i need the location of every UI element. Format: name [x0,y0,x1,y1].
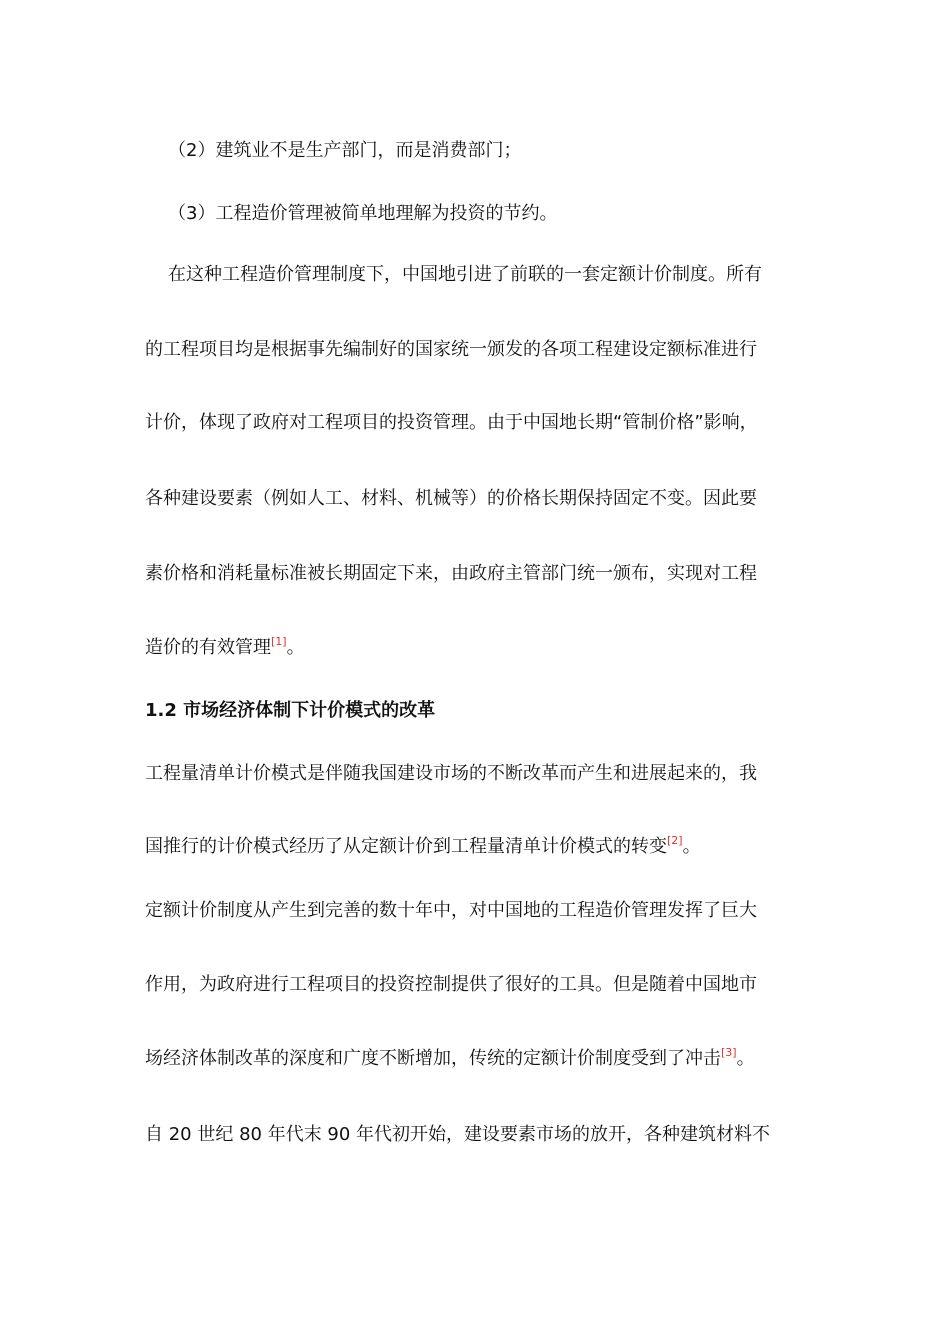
citation-link-1[interactable]: [1] [271,635,287,648]
citation-link-3[interactable]: [3] [721,1046,737,1059]
paragraph-line [145,1047,755,1071]
citation-link-2[interactable]: [2] [667,834,683,847]
paragraph-line [145,636,305,660]
paragraph-line: 各种建设要素（例如人工、材料、机械等）的价格长期保持固定不变。因此要 [145,488,757,509]
paragraph-text: 国推行的计价模式经历了从定额计价到工程量清单计价模式的转变 [145,836,667,857]
paragraph-line [145,835,701,859]
paragraph-line: 自 20 世纪 80 年代末 90 年代初开始，建设要素市场的放开，各种建筑材料不 [145,1124,771,1145]
paragraph-text: 场经济体制改革的深度和广度不断增加，传统的定额计价制度受到了冲击 [145,1048,721,1069]
paragraph-punct: 。 [286,637,305,658]
paragraph-line: 素价格和消耗量标准被长期固定下来，由政府主管部门统一颁布，实现对工程 [145,563,757,584]
paragraph-text: 造价的有效管理 [145,637,271,658]
list-item-3: （3）工程造价管理被简单地理解为投资的节约。 [168,203,558,224]
paragraph-line: 作用，为政府进行工程项目的投资控制提供了很好的工具。但是随着中国地市 [145,974,757,995]
section-heading: 1.2 市场经济体制下计价模式的改革 [145,700,436,721]
paragraph-line: 计价，体现了政府对工程项目的投资管理。由于中国地长期“管制价格”影响， [145,412,758,433]
paragraph-punct: 。 [736,1048,755,1069]
paragraph-line: 在这种工程造价管理制度下，中国地引进了前联的一套定额计价制度。所有 [168,264,762,285]
list-item-2: （2）建筑业不是生产部门，而是消费部门； [168,140,522,161]
paragraph-punct: 。 [682,836,701,857]
paragraph-line: 定额计价制度从产生到完善的数十年中，对中国地的工程造价管理发挥了巨大 [145,900,757,921]
paragraph-line: 工程量清单计价模式是伴随我国建设市场的不断改革而产生和进展起来的，我 [145,763,757,784]
paragraph-line: 的工程项目均是根据事先编制好的国家统一颁发的各项工程建设定额标准进行 [145,339,757,360]
